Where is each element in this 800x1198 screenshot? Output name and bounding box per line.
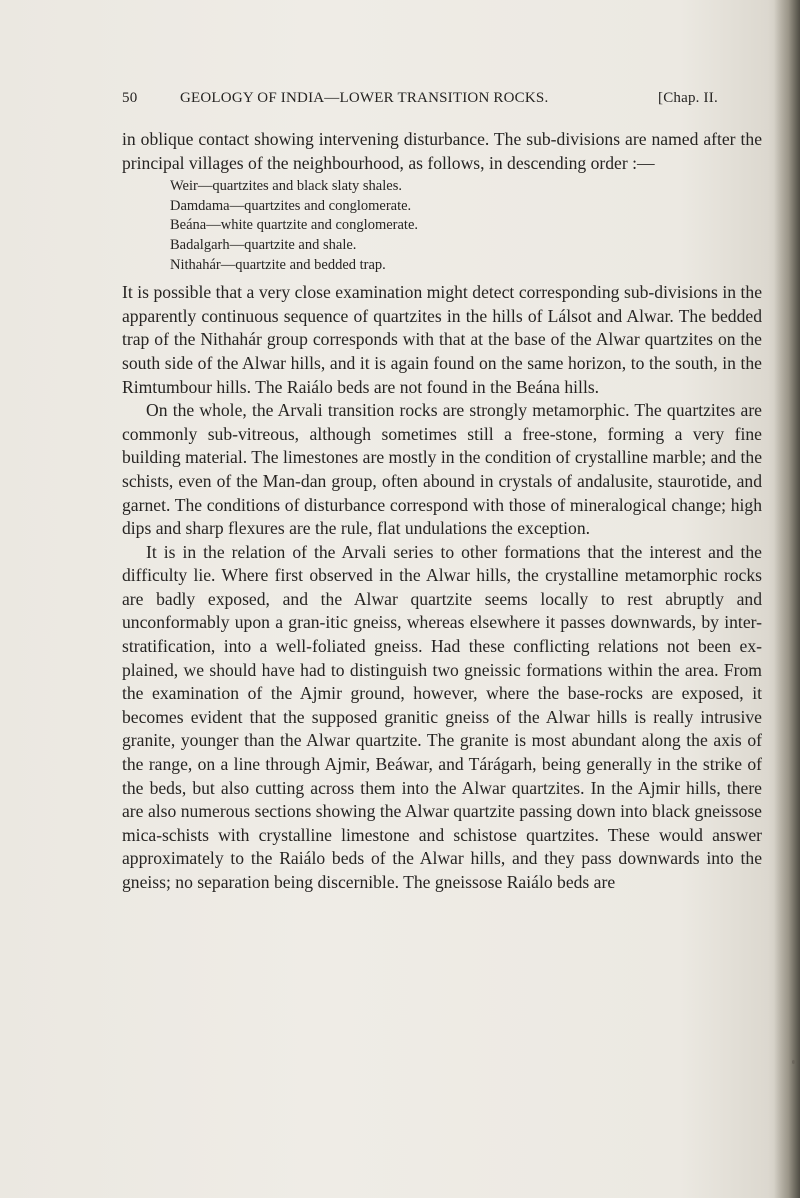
running-title: GEOLOGY OF INDIA—LOWER TRANSITION ROCKS. — [180, 90, 549, 106]
list-item: Damdama—quartzites and conglomerate. — [170, 197, 412, 214]
list-item: Nithahár—quartzite and bedded trap. — [170, 256, 386, 273]
chapter-label: [Chap. II. — [658, 90, 718, 106]
running-header — [122, 90, 762, 112]
list-item: Weir—quartzites and black slaty shales. — [170, 178, 402, 195]
list-item: Badalgarh—quartzite and shale. — [170, 236, 357, 253]
ink-speck — [792, 1060, 795, 1064]
subdivision-list — [170, 177, 762, 275]
body-text — [122, 128, 762, 895]
paragraph-2: It is possible that a very close examination might detect corresponding sub-divisions in the apparently continuous sequence of quartzites in the hills of Lálsot and Alwar. The bedded trap of the Nithahár group corresponds with that at the base of the Alwar quartzites on the south side of the Alwar hills, and it is again found on the same horizon, to the south, in the Rimtumbour hills. The Raiálo beds are not found in the Beána hills. — [122, 282, 762, 397]
page-edge-shadow — [774, 0, 800, 1198]
page-number: 50 — [122, 90, 138, 106]
list-item: Beána—white quartzite and conglomerate. — [170, 217, 419, 234]
paragraph-1: in oblique contact showing intervening disturbance. The sub-divisions are named after the principal villages of the neighbourhood, as follows, in descending order :— — [122, 129, 762, 173]
paragraph-3: On the whole, the Arvali transition rocks are strongly metamorphic. The quartzites are commonly sub-vitreous, although sometimes still a free-stone, forming a very fine building material. The limestones are mostly in the condition of crystalline marble; and the schists, even of the Man-dan group, often abound in crystals of andalusite, staurotide, and garnet. The conditions of disturbance correspond with those of mineralogical change; high dips and sharp flexures are the rule, flat undulations the exception. — [122, 400, 762, 539]
paragraph-4: It is in the relation of the Arvali series to other formations that the interest and the difficulty lie. Where first observed in the Alwar hills, the crystalline metamorphic rocks are badly exposed, and the Alwar quartzite seems locally to rest abruptly and unconformably upon a gran-itic gneiss, whereas elsewhere it passes downwards, by inter-stratification, into a well-foliated gneiss. Had these conflicting relations not been ex-plained, we should have had to distinguish two gneissic formations within the area. From the examination of the Ajmir ground, however, where the base-rocks are exposed, it becomes evident that the supposed granitic gneiss of the Alwar hills is really intrusive granite, younger than the Alwar quartzite. The granite is most abundant along the axis of the range, on a line through Ajmir, Beáwar, and Tárágarh, being generally in the strike of the beds, but also cutting across them into the Alwar quartzites. In the Ajmir hills, there are also numerous sections showing the Alwar quartzite passing down into black gneissose mica-schists with crystalline limestone and schistose quartzites. These would answer approximately to the Raiálo beds of the Alwar hills, and they pass downwards into the gneiss; no separation being discernible. The gneissose Raiálo beds are — [122, 541, 762, 892]
